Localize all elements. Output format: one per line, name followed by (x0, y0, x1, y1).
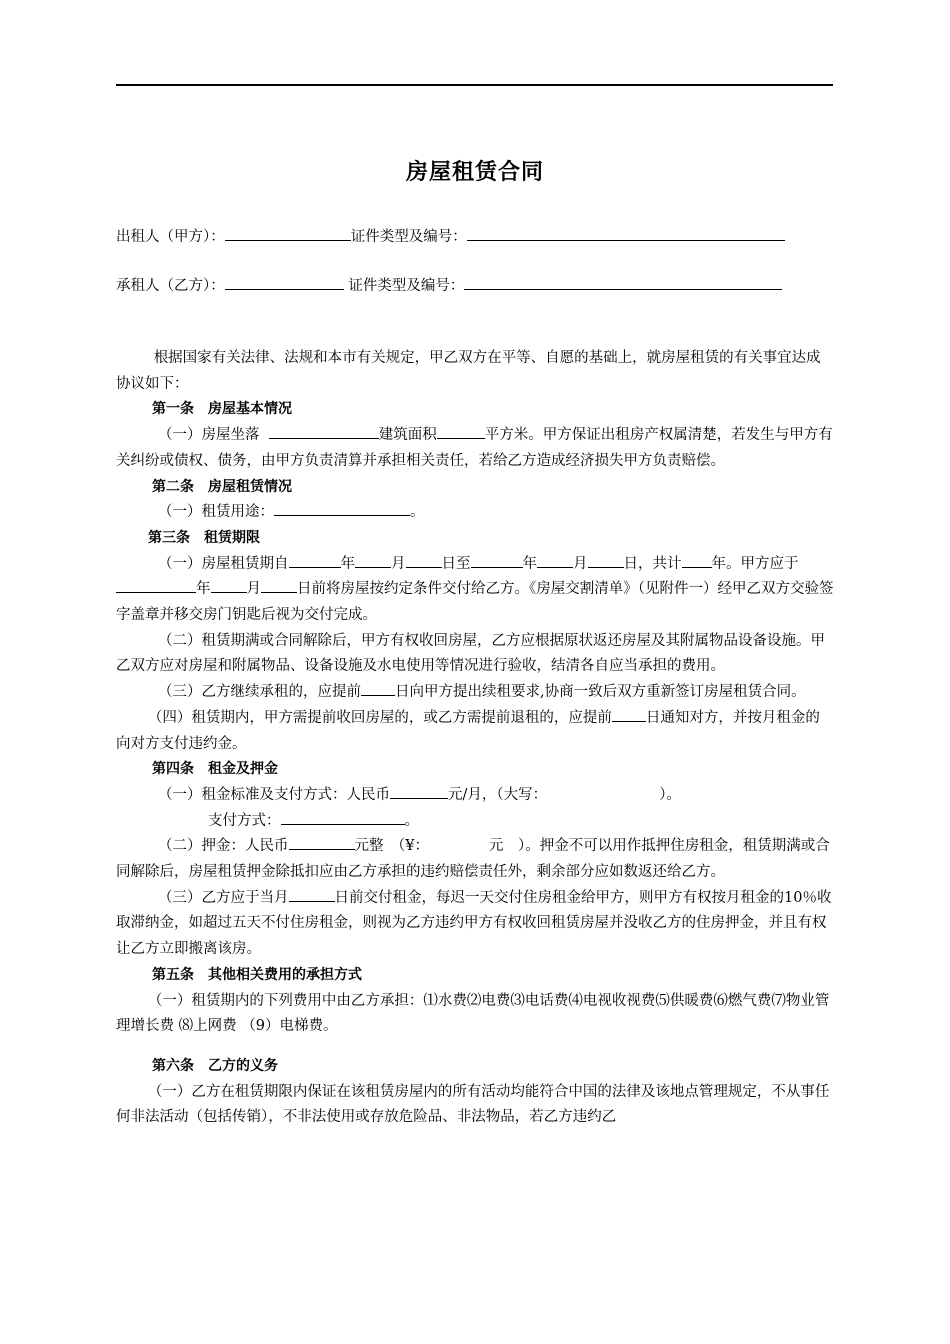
article-1-heading: 第一条 房屋基本情况 (152, 401, 292, 418)
article-4-clause-1: （一）租金标准及支付方式：人民币 元/月，（大写： ）。 (116, 783, 834, 809)
party-a-id-label: 证件类型及编号： (350, 229, 467, 245)
monthly-rent-field[interactable] (390, 784, 448, 799)
intro-paragraph: 根据国家有关法律、法规和本市有关规定，甲乙双方在平等、自愿的基础上，就房屋租赁的有关事宜达成协议如下： (116, 350, 821, 392)
article-1-clause-1: （一）房屋坐落 建筑面积 平方米。甲方保证出租房产权属清楚，若发生与甲方有关纠纷或债权、债务，由甲方负责清算并承担相关责任，若给乙方造成经济损失甲方负责赔偿。 (116, 423, 834, 474)
article-6-clause-1: （一）乙方在租赁期限内保证在该租赁房屋内的所有活动均能符合中国的法律及该地点管理规定，不从事任何非法活动（包括传销），不非法使用或存放危险品、非法物品，若乙方违约乙 (116, 1083, 830, 1126)
article-2-heading: 第二条 房屋租赁情况 (152, 478, 292, 495)
article-4-heading: 第四条 租金及押金 (152, 761, 278, 778)
early-termination-notice-field[interactable] (612, 707, 646, 722)
article-5-clause-1: （一）租赁期内的下列费用中由乙方承担：⑴水费⑵电费⑶电话费⑷电视收视费⑸供暖费⑹燃气费⑺物业管理增长费 ⑻上网费 （9）电梯费。 (116, 992, 830, 1035)
article-3-clause-4: （四）租赁期内，甲方需提前收回房屋的，或乙方需提前退租的，应提前 日通知对方，并按月租金的向对方支付违约金。 (116, 706, 834, 757)
article-3-clause-2: （二）租赁期满或合同解除后，甲方有权收回房屋，乙方应根据原状返还房屋及其附属物品设备设施。甲乙双方应对房屋和附属物品、设备设施及水电使用等情况进行验收，结清各自应当承担的费用。 (116, 632, 826, 675)
payment-method-field[interactable] (281, 810, 405, 825)
payment-method-line: 支付方式： 。 (116, 809, 834, 835)
building-area-field[interactable] (437, 424, 485, 439)
contract-body (116, 346, 834, 1131)
party-b-id-label: 证件类型及编号： (348, 278, 465, 294)
party-a-label: 出租人（甲方）： (116, 229, 225, 245)
party-b-name-field[interactable] (225, 275, 344, 290)
party-b-line (116, 275, 782, 296)
article-4-clause-3: （三）乙方应于当月 日前交付租金，每迟一天交付住房租金给甲方，则甲方有权按月租金的10％收取滞纳金，如超过五天不付住房租金，则视为乙方违约甲方有权收回租赁房屋并没收乙方的住房押金，并且有权让乙方立即搬离该房。 (116, 886, 834, 963)
property-location-field[interactable] (269, 424, 379, 439)
party-b-label: 承租人（乙方）： (116, 278, 225, 294)
section-gap (116, 1040, 834, 1054)
article-3-heading: 第三条 租赁期限 (148, 529, 260, 546)
article-2-clause-1: （一）租赁用途： 。 (116, 500, 834, 526)
renewal-notice-days-field[interactable] (361, 681, 395, 696)
article-3-clause-3: （三）乙方继续承租的，应提前 日向甲方提出续租要求,协商一致后双方重新签订房屋租赁合同。 (116, 680, 834, 706)
lease-purpose-field[interactable] (274, 501, 410, 516)
article-5-heading: 第五条 其他相关费用的承担方式 (152, 966, 362, 983)
party-a-line (116, 226, 785, 247)
party-a-name-field[interactable] (225, 226, 351, 241)
article-4-clause-2: （二）押金：人民币 元整 （¥： 元 ）。押金不可以用作抵押住房租金，租赁期满或合同解除后，房屋租赁押金除抵扣应由乙方承担的违约赔偿责任外，剩余部分应如数返还给乙方。 (116, 834, 834, 885)
party-a-id-field[interactable] (467, 226, 785, 241)
deposit-amount-field[interactable] (289, 835, 355, 850)
document-title: 房屋租赁合同 (405, 160, 544, 185)
rent-due-day-field[interactable] (289, 887, 335, 902)
article-6-heading: 第六条 乙方的义务 (152, 1057, 278, 1074)
header-rule (116, 84, 833, 86)
article-3-clause-1: （一）房屋租赁期自 年 月 日至 年 月 日，共计 年。甲方应于年 月 日前将房屋按约定条件交付给乙方。《房屋交割清单》（见附件一）经甲乙双方交验签字盖章并移交房门钥匙后视为交付完成。 (116, 552, 834, 629)
party-b-id-field[interactable] (464, 275, 782, 290)
